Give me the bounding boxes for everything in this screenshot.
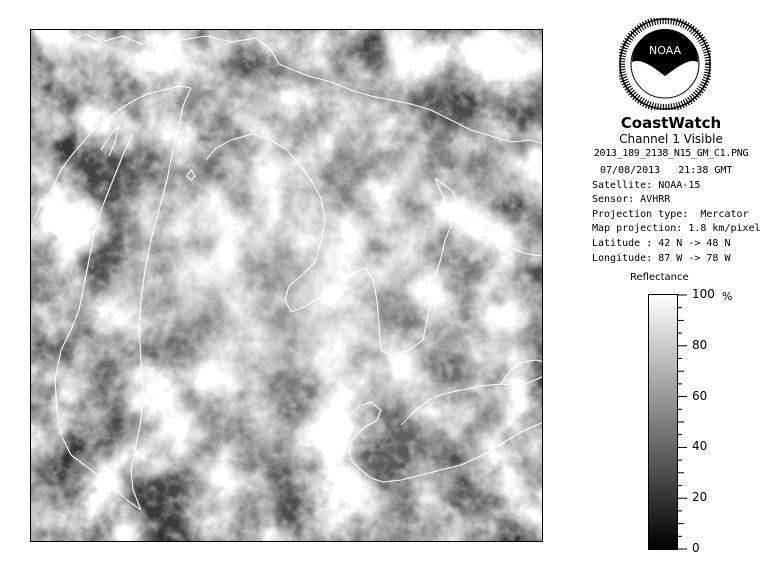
projection-type-text: Projection type: Mercator <box>592 208 749 220</box>
tick-label: 60 <box>692 388 708 403</box>
tick-label: 0 <box>692 541 700 555</box>
datetime-text: 07/08/2013 21:38 GMT <box>600 165 733 176</box>
logo-center-text: NOAA <box>648 44 682 57</box>
metadata-list <box>592 164 761 266</box>
sensor-text: Sensor: AVHRR <box>592 194 671 206</box>
tick-label: 80 <box>692 337 708 352</box>
tick-label: 20 <box>692 490 708 505</box>
latitude-text: Latitude : 42 N -> 48 N <box>592 237 731 249</box>
satellite-image-map <box>30 29 543 542</box>
map-projection-text: Map projection: 1.8 km/pixel <box>592 223 761 235</box>
map-canvas <box>31 30 543 542</box>
noaa-logo <box>619 18 711 110</box>
product-title: CoastWatch <box>620 114 722 132</box>
legend-title: Reflectance <box>630 272 689 283</box>
satellite-text: Satellite: NOAA-15 <box>592 179 701 191</box>
longitude-text: Longitude: 87 W -> 78 W <box>592 252 731 264</box>
cloud-brightening <box>31 30 543 542</box>
legend-unit: % <box>722 290 733 303</box>
channel-label: Channel 1 Visible <box>619 132 723 146</box>
colorbar-ticks <box>678 294 738 550</box>
reflectance-colorbar <box>648 294 678 550</box>
tick-label: 40 <box>692 439 708 454</box>
info-panel <box>560 114 782 161</box>
file-name: 2013_189_2138_N15_GM_C1.PNG <box>593 148 749 159</box>
tick-label: 100 <box>692 287 715 301</box>
